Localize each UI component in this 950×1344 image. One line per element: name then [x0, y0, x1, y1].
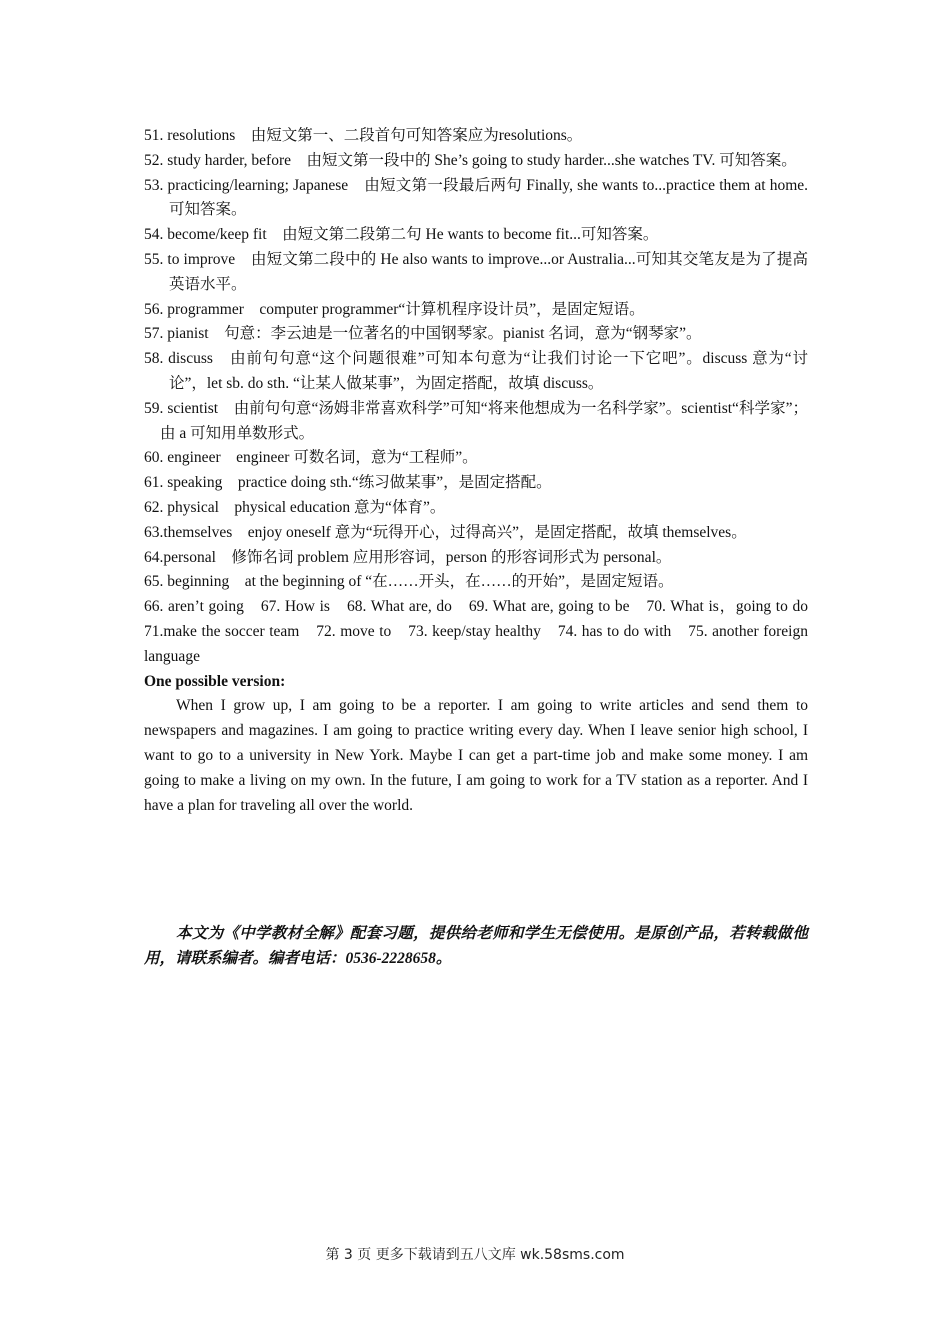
copyright-notice: 本文为《中学教材全解》配套习题，提供给老师和学生无偿使用。是原创产品，若转载做他用，请联系编者。编者电话：0536-2228658。	[144, 925, 808, 967]
page-footer: 第 3 页 更多下载请到五八文库 wk.58sms.com	[325, 1247, 625, 1263]
answer-number: 64.	[144, 548, 164, 566]
answer-66-75	[144, 595, 824, 669]
answer-58	[144, 347, 808, 397]
answer-text: 66. aren’t going 67. How is 68. What are, do 69. What are, going to be 70. What is，going to do 71.make the soccer team 72. move to 73. keep/stay healthy 74. has to do with 75. another foreign language	[144, 598, 824, 665]
answer-number: 53.	[144, 176, 164, 194]
answer-54	[144, 223, 808, 248]
answer-number: 55.	[144, 250, 164, 268]
answer-61	[144, 471, 808, 496]
answer-text: speaking practice doing sth.“练习做某事”，是固定搭配。	[167, 474, 552, 492]
answer-text: scientist 由前句句意“汤姆非常喜欢科学”可知“将来他想成为一名科学家”。scientist“科学家”；由 a 可知用单数形式。	[160, 399, 809, 442]
answer-number: 51.	[144, 127, 164, 144]
answer-number: 59.	[144, 399, 164, 417]
answer-text: themselves enjoy oneself 意为“玩得开心，过得高兴”，是固定搭配，故填 themselves。	[163, 523, 747, 541]
version-body: When I grow up, I am going to be a reporter. I am going to write articles and send them to newspapers and magazines. I am going to practice writing every day. When I leave senior high school, I want to go to a university in New York. Maybe I can get a part-time job and make some money. I am going to make a living on my own. In the future, I am going to work for a TV station as a reporter. And I have a plan for traveling all over the world.	[144, 697, 808, 814]
answer-64	[144, 546, 808, 571]
answer-text: programmer computer programmer“计算机程序设计员”，是固定短语。	[167, 300, 645, 318]
answer-number: 65.	[144, 573, 164, 591]
answer-52	[144, 149, 808, 174]
answer-62	[144, 496, 808, 521]
answer-number: 61.	[144, 474, 164, 492]
answer-text: to improve 由短文第二段中的 He also wants to improve...or Australia...可知其交笔友是为了提高英语水平。	[167, 250, 809, 293]
answer-text: become/keep fit 由短文第二段第二句 He wants to become fit...可知答案。	[167, 226, 659, 244]
answer-number: 60.	[144, 449, 164, 467]
answer-63	[144, 521, 808, 546]
answer-65	[144, 570, 808, 595]
answer-text: study harder, before 由短文第一段中的 She’s going to study harder...she watches TV. 可知答案。	[167, 151, 797, 169]
answer-55	[144, 248, 808, 298]
answer-number: 54.	[144, 226, 164, 244]
answer-text: beginning at the beginning of “在……开头，在……的开始”，是固定短语。	[167, 573, 674, 591]
answer-number: 56.	[144, 300, 164, 318]
answer-text: resolutions 由短文第一、二段首句可知答案应为resolutions。	[167, 127, 583, 144]
version-heading: One possible version:	[144, 672, 286, 690]
answer-number: 62.	[144, 498, 164, 516]
answer-text: pianist 句意：李云迪是一位著名的中国钢琴家。pianist 名词，意为“钢琴家”。	[167, 325, 702, 343]
answer-number: 58.	[144, 350, 164, 368]
answer-number: 63.	[144, 523, 164, 541]
answer-text: discuss 由前句句意“这个问题很难”可知本句意为“让我们讨论一下它吧”。discuss 意为“讨论”，let sb. do sth. “让某人做某事”，为固定搭配，故填 discuss。	[168, 350, 809, 392]
answer-text: physical physical education 意为“体育”。	[167, 498, 446, 516]
answer-57	[144, 322, 808, 347]
answer-56	[144, 298, 808, 323]
answer-60	[144, 446, 808, 471]
answer-text: engineer engineer 可数名词，意为“工程师”。	[167, 449, 478, 467]
answer-51	[144, 124, 808, 149]
answer-number: 52.	[144, 151, 164, 169]
answer-text: practicing/learning; Japanese 由短文第一段最后两句 Finally, she wants to...practice them at home.可知答案。	[167, 176, 809, 219]
answer-number: 57.	[144, 325, 164, 343]
answer-key	[144, 124, 824, 818]
answer-53	[144, 174, 808, 224]
answer-59	[144, 397, 808, 447]
answer-text: personal 修饰名词 problem 应用形容词，person 的形容词形式为 personal。	[163, 548, 672, 566]
